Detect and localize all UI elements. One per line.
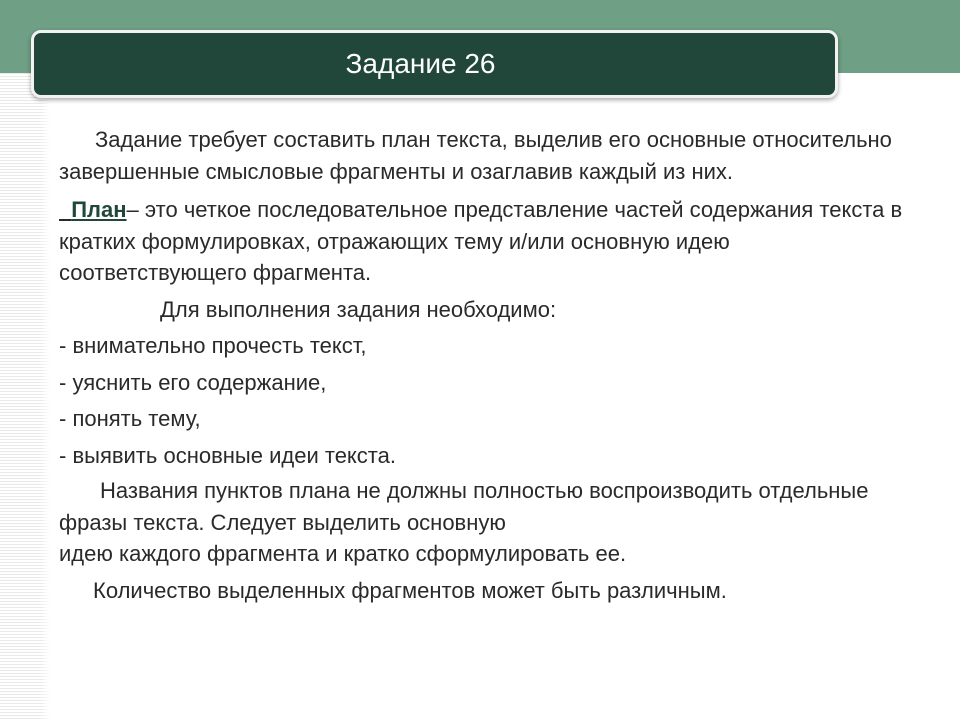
slide-content [59, 124, 919, 606]
requirements-intro: Для выполнения задания необходимо: [160, 296, 557, 322]
requirement-item: - выявить основные идеи текста. [59, 442, 396, 468]
plan-items-line-1: Названия пунктов плана не должны полностью воспроизводить отдельные фразы текста. Следует выделить основную [59, 478, 869, 535]
plan-term: План [71, 197, 127, 222]
slide-title: Задание 26 [345, 48, 496, 79]
requirement-item: - уяснить его содержание, [59, 369, 327, 395]
intro-paragraph: Задание требует составить план текста, выделив его основные относительно завершенные смысловые фрагменты и озаглавив каждый из них. [59, 127, 892, 184]
plan-items-line-2: идею каждого фрагмента и кратко сформулировать ее. [59, 541, 627, 566]
closing-paragraph: Количество выделенных фрагментов может быть различным. [93, 577, 727, 603]
title-bar [31, 30, 838, 98]
definition-lead-space [59, 197, 71, 222]
definition-paragraph [59, 194, 919, 289]
left-decorative-stripes [0, 73, 50, 720]
definition-text: – это четкое последовательное представление частей содержания текста в кратких формулировках, отражающих тему и/или основную идею соответствующего фрагмента. [59, 197, 903, 285]
requirement-item: - понять тему, [59, 406, 201, 431]
requirement-item: - внимательно прочесть текст, [59, 333, 367, 358]
plan-items-paragraph [59, 475, 919, 570]
